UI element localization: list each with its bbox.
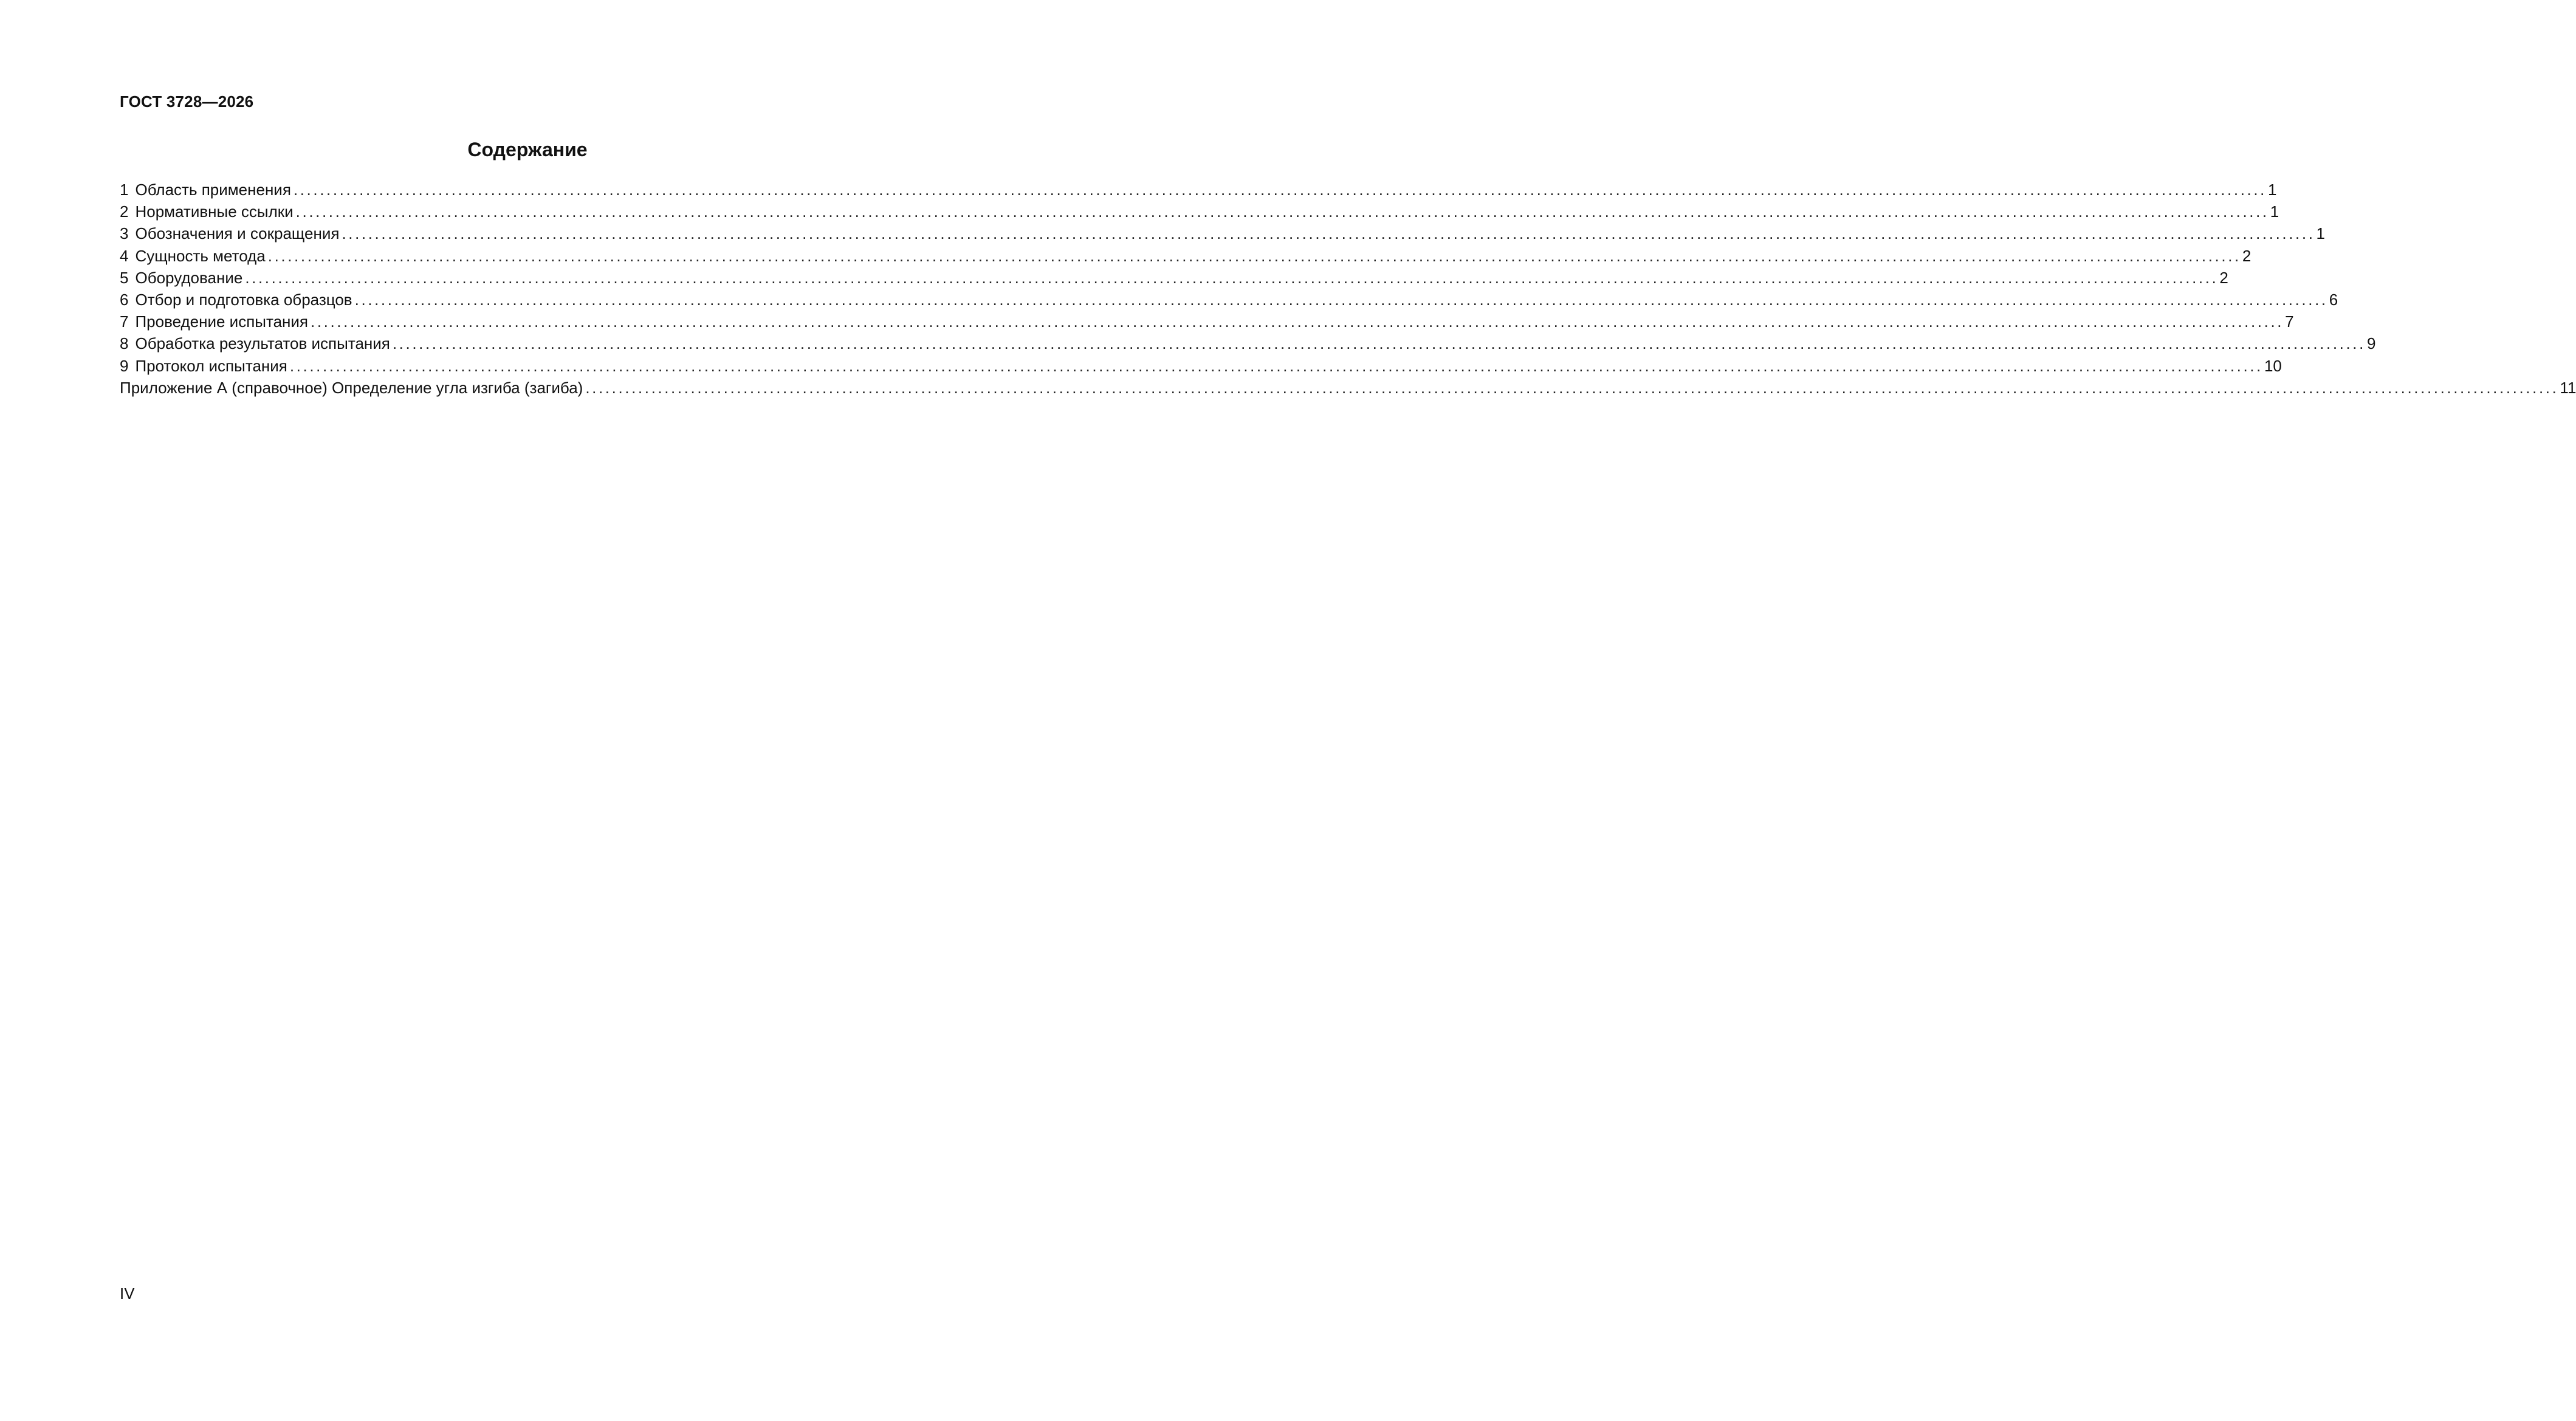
toc-leader-dots: ............................................................................................................................................................................................................................................................................................................ [289, 356, 2263, 375]
toc-entry-7[interactable] [120, 311, 2294, 332]
toc-entry-4[interactable] [120, 245, 2251, 267]
toc-entry-number: 5 [120, 268, 129, 287]
toc-leader-dots: ............................................................................................................................................................................................................................................................................................................ [342, 224, 2315, 243]
toc-entry-number: 9 [120, 356, 129, 375]
toc-entry-label: Сущность метода [135, 246, 266, 265]
toc-entry-number: 6 [120, 290, 129, 309]
toc-entry-label: Приложение А (справочное) Определение угла изгиба (загиба) [120, 378, 583, 397]
toc-entry-label: Отбор и подготовка образцов [135, 290, 352, 309]
toc-entry-page: 6 [2329, 290, 2338, 309]
toc-entry-label: Область применения [135, 181, 291, 199]
toc-leader-dots: ............................................................................................................................................................................................................................................................................................................ [245, 268, 2219, 287]
document-code: ГОСТ 3728—2026 [120, 92, 254, 111]
toc-entry-3[interactable] [120, 222, 2325, 244]
toc-entry-number: 1 [120, 181, 129, 199]
toc-entry-appendix-a[interactable] [120, 377, 2576, 399]
toc-entry-page: 1 [2316, 224, 2325, 243]
toc-entry-page: 7 [2285, 312, 2294, 331]
toc-leader-dots: ............................................................................................................................................................................................................................................................................................................ [392, 334, 2366, 353]
toc-entry-8[interactable] [120, 332, 2376, 354]
toc-entry-label: Протокол испытания [135, 356, 287, 375]
table-of-contents [120, 179, 2576, 399]
toc-entry-label: Проведение испытания [135, 312, 309, 331]
toc-title: Содержание [467, 139, 588, 160]
toc-entry-page: 1 [2270, 202, 2279, 221]
toc-entry-9[interactable] [120, 355, 2282, 377]
toc-entry-number: 2 [120, 202, 129, 221]
toc-entry-label: Нормативные ссылки [135, 202, 294, 221]
toc-leader-dots: ............................................................................................................................................................................................................................................................................................................ [585, 378, 2559, 397]
toc-entry-page: 2 [2242, 246, 2251, 265]
toc-entry-page: 2 [2219, 268, 2228, 287]
toc-entry-page: 11 [2560, 378, 2576, 397]
toc-entry-number: 8 [120, 334, 129, 353]
page-number: IV [120, 1284, 135, 1302]
toc-entry-1[interactable] [120, 179, 2277, 201]
toc-entry-label: Оборудование [135, 268, 243, 287]
toc-entry-page: 1 [2268, 181, 2277, 199]
toc-entry-label: Обозначения и сокращения [135, 224, 340, 243]
toc-entry-page: 10 [2264, 356, 2282, 375]
toc-entry-label: Обработка результатов испытания [135, 334, 390, 353]
toc-entry-6[interactable] [120, 289, 2338, 311]
toc-entry-number: 3 [120, 224, 129, 243]
toc-leader-dots: ............................................................................................................................................................................................................................................................................................................ [311, 312, 2284, 331]
toc-entry-number: 7 [120, 312, 129, 331]
toc-leader-dots: ............................................................................................................................................................................................................................................................................................................ [267, 246, 2241, 265]
toc-entry-2[interactable] [120, 201, 2279, 222]
toc-entry-page: 9 [2366, 334, 2376, 353]
toc-entry-5[interactable] [120, 267, 2228, 289]
toc-leader-dots: ............................................................................................................................................................................................................................................................................................................ [354, 290, 2328, 309]
toc-leader-dots: ............................................................................................................................................................................................................................................................................................................ [295, 202, 2269, 221]
toc-leader-dots: ............................................................................................................................................................................................................................................................................................................ [293, 181, 2267, 199]
toc-entry-number: 4 [120, 246, 129, 265]
